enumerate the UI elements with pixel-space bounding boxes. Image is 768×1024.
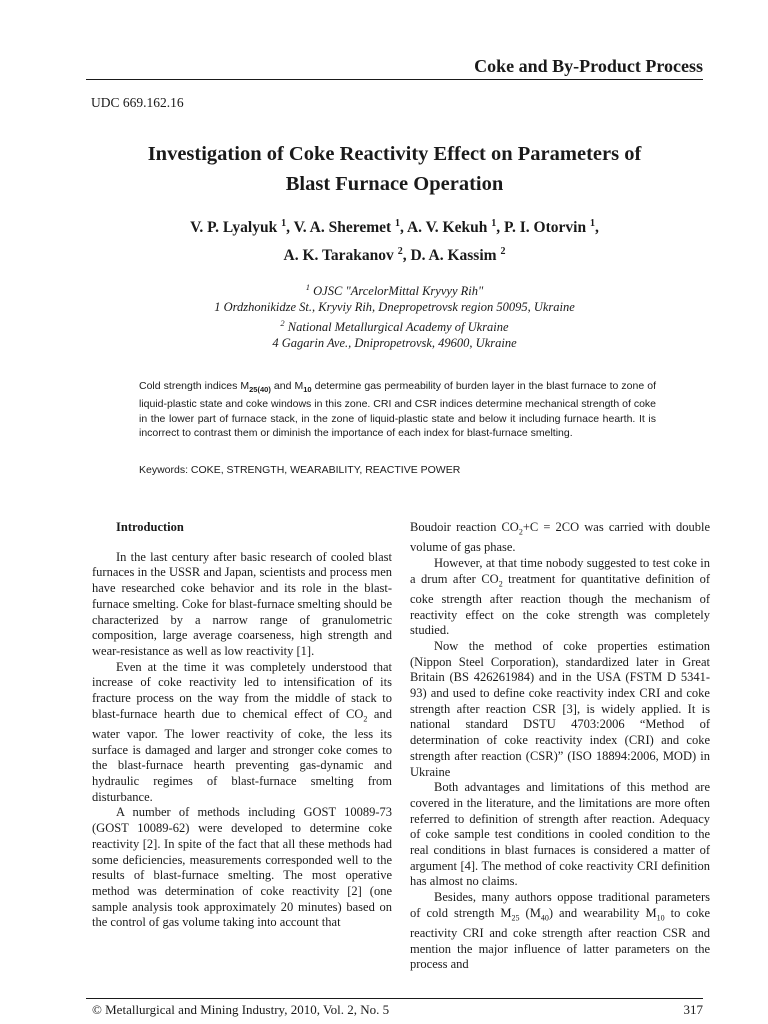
subscript: 10	[303, 385, 312, 395]
affiliation-mark: 2	[280, 318, 285, 329]
left-column	[92, 520, 392, 931]
subscript: 2	[363, 714, 368, 724]
author-list	[86, 212, 703, 268]
abstract	[139, 379, 656, 440]
paragraph	[92, 660, 392, 806]
author-name: V. A. Sheremet	[293, 219, 392, 237]
footer-rule	[86, 998, 703, 999]
paragraph: A number of methods including GOST 10089-73 (GOST 10089-62) were developed to determine coke reactivity [2]. In spite of the fact that all these methods had some deficiencies, measurements corresponded well to the results of blast-furnace smelting. The most operative method was determination of coke reactivity [2] (one sample analysis took approximately 20 minutes) based on the control of gas volume taking into account that	[92, 805, 392, 930]
paragraph-continued	[410, 520, 710, 556]
title-line-1: Investigation of Coke Reactivity Effect on Parameters of	[147, 143, 642, 165]
paragraph-text: +C = 2CO was carried with double volume of gas phase.	[410, 520, 710, 555]
subscript: 2	[498, 579, 503, 589]
section-header: Coke and By-Product Process	[474, 56, 703, 76]
author-affiliation-mark: 1	[589, 218, 595, 229]
paragraph	[410, 556, 710, 639]
abstract-text: and M	[270, 380, 304, 392]
author-affiliation-mark: 1	[281, 218, 287, 229]
udc-code: UDC 669.162.16	[91, 95, 184, 110]
subscript: 25	[511, 913, 520, 923]
paper-title	[86, 139, 703, 199]
affiliation-2-address: 4 Gagarin Ave., Dnipropetrovsk, 49600, Ukraine	[272, 336, 517, 351]
affiliation-mark: 1	[305, 282, 311, 292]
paragraph-text: (M	[519, 905, 541, 920]
author-affiliation-mark: 1	[395, 218, 401, 229]
header-rule	[86, 79, 703, 80]
page-number: 317	[683, 1002, 703, 1017]
author-affiliation-mark: 1	[491, 218, 497, 229]
author-name: A. K. Tarakanov	[283, 247, 394, 265]
paragraph: In the last century after basic research of cooled blast furnaces in the USSR and Japan, scientists and process men have researched coke behavior and its role in the blast-furnace smelting. Coke for blast-furnace smelting should be characterized by a narrow range of granulometric composition, large average coarseness, high strength and wear-resistance as well as low reactivity [1].	[92, 549, 392, 658]
paragraph	[410, 890, 710, 973]
paragraph-text: to coke reactivity CRI and coke strength after reaction CSR and mention the major influence of latter parameters on the process and	[410, 905, 710, 972]
paragraph-text: and water vapor. The lower reactivity of coke, the less its surface is damaged and larger and stronger coke comes to the blast-furnace hearth preventing gas-dynamic and hydraulic regimes of blast-furnace smelting from disturbance.	[92, 706, 392, 804]
affiliations	[86, 279, 703, 351]
subscript: 2	[518, 527, 523, 537]
section-heading-introduction: Introduction	[116, 520, 184, 534]
paragraph: Both advantages and limitations of this method are covered in the literature, and the limitations are more often referred to definition of strength after reaction. Adequacy of coke sample test conditions in cooled condition to the real conditions in blast furnaces is considered a matter of argument [4]. The method of coke reactivity CRI definition has almost no claims.	[410, 780, 710, 889]
author-affiliation-mark: 2	[500, 246, 506, 258]
affiliation-name: OJSC "ArcelorMittal Kryvyy Rih"	[313, 284, 484, 299]
paragraph-text: Besides, many authors oppose traditional parameters of cold strength M	[410, 890, 710, 920]
paragraph-text: Even at the time it was completely understood that increase of coke reactivity led to intensification of its fracture process on the way from the middle of stack to blast-furnace hearth due to chemical effect of CO	[92, 659, 392, 721]
right-column	[410, 520, 710, 973]
subscript: 10	[656, 913, 665, 923]
author-name: V. P. Lyalyuk	[190, 219, 278, 237]
author-line-2: A. K. Tarakanov $^2$, D. A. Kassim $^2$	[283, 246, 506, 265]
abstract-text: determine gas permeability of burden layer in the blast furnace to zone of liquid-plastic state and coke windows in this zone. CRI and CSR indices determine mechanical strength of coke in the lower part of furnace stack, in the zone of liquid-plastic state and below it including furnace hearth. It is incorrect to contrast them or diminish the importance of each index for blast-furnace smelting.	[139, 380, 656, 439]
paragraph-text: Boudoir reaction CO	[410, 520, 519, 534]
subscript: 40	[540, 913, 549, 923]
author-line-1: V. P. Lyalyuk $^1$, V. A. Sheremet $^1$, A. V. Kekuh $^1$, P. I. Otorvin $^1$,	[190, 218, 599, 237]
title-line-2: Blast Furnace Operation	[285, 173, 504, 195]
affiliation-1-address: 1 Ordzhonikidze St., Kryviy Rih, Dnepropetrovsk region 50095, Ukraine	[214, 300, 575, 315]
author-affiliation-mark: 2	[397, 246, 403, 258]
paragraph: Now the method of coke properties estimation (Nippon Steel Corporation), standardized later in Great Britain (BS 426261984) and in the USA (FSTM D 5341-93) and used to define coke reactivity index CRI and coke strength after reaction CSR [3], is widely applied. It is national standard DSTU 4703:2006 “Method of determination of coke reactivity index (CRI) and coke strength after reaction (CSR)” (ISO 18894:2006, MOD) in Ukraine	[410, 638, 710, 779]
author-name: P. I. Otorvin	[503, 219, 587, 237]
paragraph-text: treatment for quantitative definition of coke strength after reaction though the mechanism of reactivity effect on the coke strength was completely studied.	[410, 571, 710, 638]
paragraph-text: However, at that time nobody suggested to test coke in a drum after CO	[410, 555, 710, 586]
abstract-text: Cold strength indices M	[139, 380, 250, 392]
author-name: A. V. Kekuh	[406, 219, 488, 237]
affiliation-2-org	[86, 315, 703, 335]
paragraph-text: ) and wearability M	[548, 905, 657, 920]
affiliation-name: National Metallurgical Academy of Ukraine	[287, 320, 509, 335]
journal-citation: © Metallurgical and Mining Industry, 2010, Vol. 2, No. 5	[92, 1002, 390, 1017]
subscript: 25(40)	[249, 385, 271, 395]
keywords: Keywords: COKE, STRENGTH, WEARABILITY, REACTIVE POWER	[139, 464, 461, 476]
affiliation-1-org	[86, 279, 703, 299]
author-name: D. A. Kassim	[410, 247, 497, 265]
